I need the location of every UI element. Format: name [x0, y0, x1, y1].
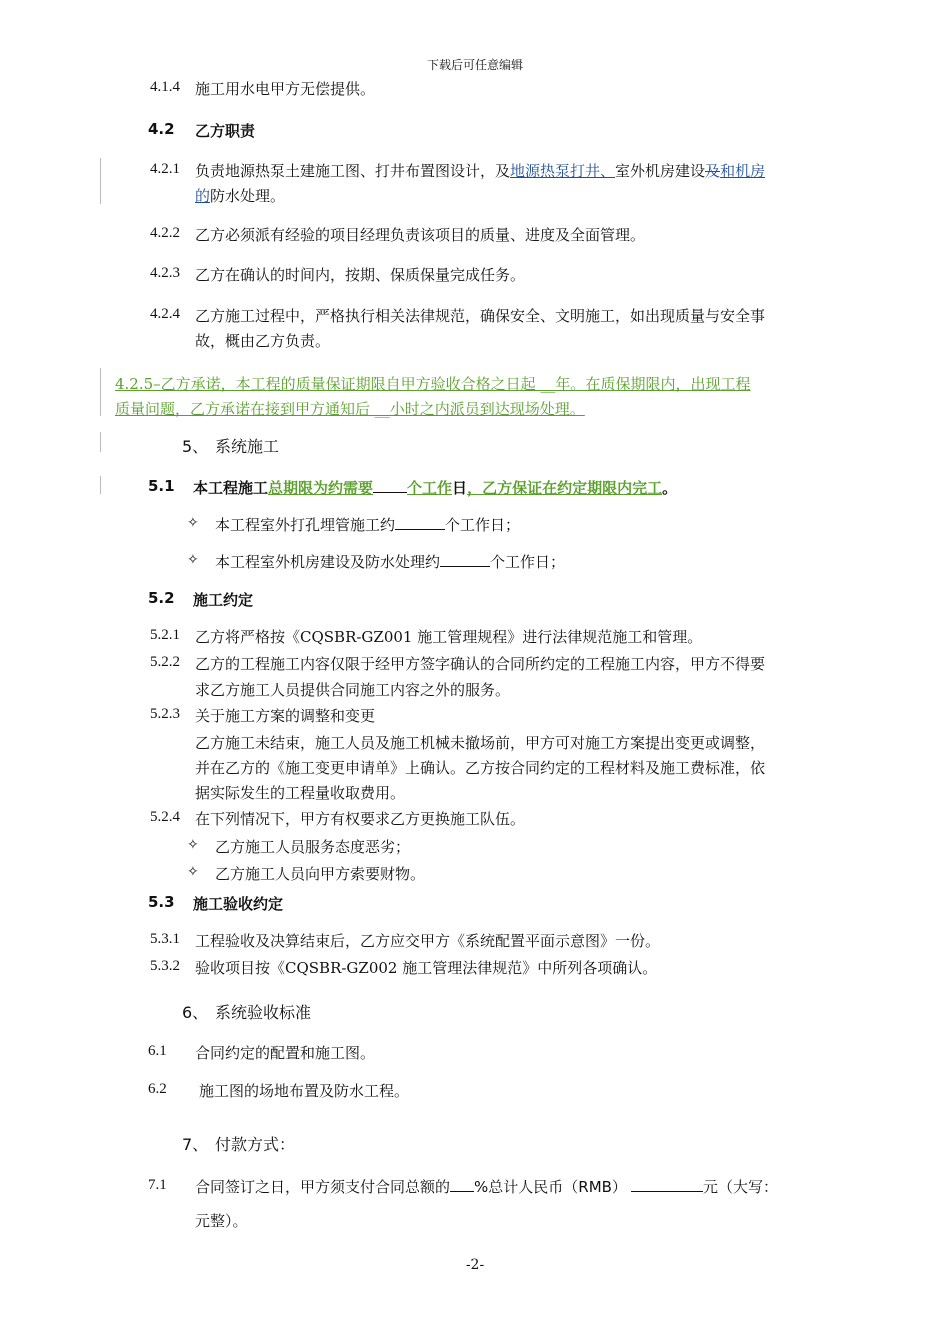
clause-text: 乙方将严格按《CQSBR-GZ001 施工管理规程》进行法律规范施工和管理。 [195, 628, 703, 646]
clause-number: 4.1.4 [150, 79, 180, 95]
inserted-clause-line2: 质量问题，乙方承诺在接到甲方通知后 __小时之内派员到达现场处理。 [115, 400, 585, 418]
clause-number: 5.2.1 [150, 627, 180, 643]
clause-text-line2: 求乙方施工人员提供合同施工内容之外的服务。 [195, 681, 511, 699]
bullet-text: 个工作日； [490, 553, 566, 571]
bullet-item [215, 551, 565, 572]
page-number: -2- [465, 1257, 485, 1273]
clause-text-line2 [195, 185, 285, 206]
clause-number: 5.2.3 [150, 706, 180, 722]
clause-text-part: 负责地源热泵土建施工图、打井布置图设计，及 [195, 162, 511, 180]
revision-bar [100, 432, 101, 452]
clause-text-part: %总计人民币（RMB） [474, 1178, 627, 1196]
clause-paragraph: 乙方施工未结束，施工人员及施工机械未撤场前，甲方可对施工方案提出变更或调整， [195, 734, 766, 752]
clause-text-part: 元（大写： [702, 1178, 778, 1196]
clause-number: 4.2.4 [150, 306, 180, 322]
section-title: 乙方职责 [195, 122, 256, 140]
clause-text: 关于施工方案的调整和变更 [195, 707, 376, 725]
inserted-text: 个工作 [407, 479, 453, 497]
blank-line [631, 1177, 703, 1192]
blank-line [395, 515, 445, 530]
clause-text: 乙方必须派有经验的项目经理负责该项目的质量、进度及全面管理。 [195, 226, 646, 244]
diamond-bullet-icon: ✧ [187, 552, 199, 568]
clause-number: 6.1 [148, 1043, 167, 1059]
revision-bar [100, 368, 101, 416]
inserted-text: 地源热泵打井、 [510, 162, 616, 180]
clause-number: 5.3.2 [150, 958, 180, 974]
blank-line [440, 552, 490, 567]
diamond-bullet-icon: ✧ [187, 837, 199, 853]
clause-text-line2: 元整）。 [195, 1212, 248, 1230]
chapter-title: 系统施工 [215, 437, 280, 456]
clause-number: 5.3.1 [150, 931, 180, 947]
section-text-part: 日 [452, 479, 468, 497]
inserted-clause: 4.2.5–乙方承诺，本工程的质量保证期限自甲方验收合格之日起 __年。在质保期限内，出现工程 [115, 375, 751, 393]
chapter-title: 系统验收标准 [215, 1003, 312, 1022]
section-number: 5.2 [148, 589, 175, 607]
clause-number: 4.2.1 [150, 161, 180, 177]
chapter-title: 付款方式： [215, 1135, 296, 1154]
bullet-text: 乙方施工人员向甲方索要财物。 [215, 865, 426, 883]
diamond-bullet-icon: ✧ [187, 515, 199, 531]
clause-text: 施工图的场地布置及防水工程。 [199, 1082, 410, 1100]
deleted-text: 及 [705, 162, 721, 180]
clause-paragraph: 并在乙方的《施工变更申请单》上确认。乙方按合同约定的工程材料及施工费标准，依 [195, 759, 766, 777]
clause-text: 验收项目按《CQSBR-GZ002 施工管理法律规范》中所列各项确认。 [195, 959, 658, 977]
section-text [193, 477, 677, 498]
section-text-part: 本工程施工 [193, 479, 269, 497]
bullet-text: 乙方施工人员服务态度恶劣； [215, 838, 411, 856]
section-title: 施工约定 [193, 591, 254, 609]
section-number: 5.1 [148, 477, 175, 495]
blank-line [373, 478, 407, 493]
inserted-text: 的 [195, 187, 211, 205]
clause-text: 在下列情况下，甲方有权要求乙方更换施工队伍。 [195, 810, 526, 828]
bullet-item [215, 514, 520, 535]
clause-text-part: 防水处理。 [210, 187, 286, 205]
chapter-number: 5、 [182, 437, 209, 456]
clause-number: 7.1 [148, 1177, 167, 1193]
bullet-text: 本工程室外机房建设及防水处理约 [215, 553, 441, 571]
section-title: 施工验收约定 [193, 895, 284, 913]
inserted-text: ，乙方保证在约定期限内完工 [467, 479, 663, 497]
chapter-number: 7、 [182, 1135, 209, 1154]
clause-text-line2: 故，概由乙方负责。 [195, 332, 331, 350]
bullet-text: 本工程室外打孔埋管施工约 [215, 516, 396, 534]
chapter-number: 6、 [182, 1003, 209, 1022]
clause-number: 4.2.3 [150, 265, 180, 281]
inserted-text: 总期限为约需要 [268, 479, 374, 497]
clause-number: 5.2.4 [150, 809, 180, 825]
clause-paragraph: 据实际发生的工程量收取费用。 [195, 784, 406, 802]
clause-text: 乙方在确认的时间内，按期、保质保量完成任务。 [195, 266, 526, 284]
clause-text [195, 1176, 778, 1197]
clause-text: 施工用水电甲方无偿提供。 [195, 80, 376, 98]
revision-bar [100, 158, 101, 204]
section-text-part: 。 [662, 479, 678, 497]
blank-line [450, 1177, 474, 1192]
inserted-text: 和机房 [720, 162, 766, 180]
clause-number: 6.2 [148, 1081, 167, 1097]
section-number: 4.2 [148, 120, 175, 138]
bullet-text: 个工作日； [445, 516, 521, 534]
clause-text: 合同约定的配置和施工图。 [195, 1044, 376, 1062]
clause-text-part: 室外机房建设 [615, 162, 706, 180]
clause-text: 乙方施工过程中，严格执行相关法律规范，确保安全、文明施工，如出现质量与安全事 [195, 307, 766, 325]
clause-number: 5.2.2 [150, 654, 180, 670]
diamond-bullet-icon: ✧ [187, 864, 199, 880]
revision-bar [100, 476, 101, 494]
page-header: 下载后可任意编辑 [426, 58, 523, 72]
clause-text [195, 160, 765, 181]
clause-text: 工程验收及决算结束后，乙方应交甲方《系统配置平面示意图》一份。 [195, 932, 661, 950]
clause-number: 4.2.2 [150, 225, 180, 241]
clause-text-part: 合同签订之日，甲方须支付合同总额的 [195, 1178, 451, 1196]
section-number: 5.3 [148, 893, 175, 911]
clause-text: 乙方的工程施工内容仅限于经甲方签字确认的合同所约定的工程施工内容，甲方不得要 [195, 655, 766, 673]
